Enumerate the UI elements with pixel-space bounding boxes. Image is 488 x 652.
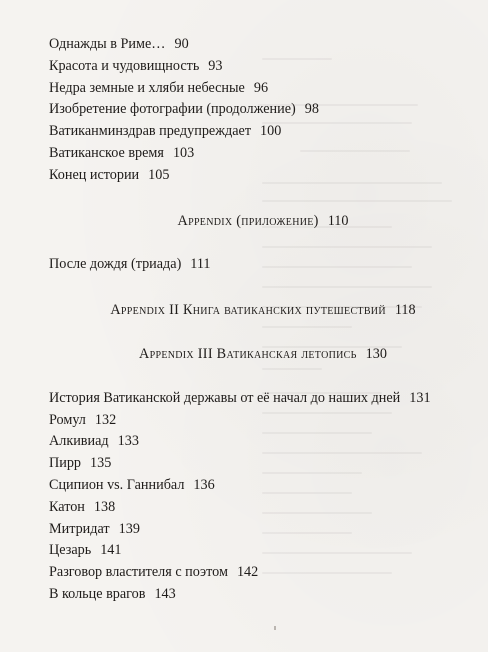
entry-page-number: 103 xyxy=(172,144,195,161)
toc-entry xyxy=(49,78,469,100)
entry-page-number: 135 xyxy=(90,455,112,472)
appendix-heading xyxy=(73,300,453,322)
toc-entry xyxy=(49,388,469,410)
entry-page-number: 143 xyxy=(154,585,176,602)
toc-entry xyxy=(49,99,469,121)
entry-title: После дождя (триада) xyxy=(49,256,182,273)
entry-page-number: 136 xyxy=(193,476,215,493)
spacer xyxy=(49,366,469,388)
entry-title: Митридат xyxy=(49,520,110,537)
entry-page-number: 141 xyxy=(100,542,122,559)
appendix-heading xyxy=(73,344,453,366)
entry-title: Катон xyxy=(49,498,85,515)
entry-page-number: 111 xyxy=(190,256,211,273)
entry-page-number: 142 xyxy=(236,564,259,581)
toc-entry xyxy=(49,56,469,78)
table-of-contents xyxy=(49,34,469,606)
entry-page-number: 138 xyxy=(93,498,116,515)
toc-entry xyxy=(49,562,469,584)
appendix-title: Appendix II Книга ватиканских путешествий xyxy=(110,302,386,319)
entry-title: Конец истории xyxy=(49,166,140,183)
toc-entry xyxy=(49,519,469,541)
entry-title: Пирр xyxy=(49,455,82,472)
entry-page-number: 90 xyxy=(174,36,189,52)
appendix-page-number: 110 xyxy=(327,212,349,229)
appendix-title: Appendix III Ватиканская летопись xyxy=(139,345,357,362)
entry-title: Красота и чудовищность xyxy=(49,57,200,74)
spacer xyxy=(49,322,469,344)
entry-title: Ромул xyxy=(49,411,86,428)
entry-page-number: 132 xyxy=(94,411,117,428)
entry-title: Однажды в Риме… xyxy=(49,36,166,52)
appendix-title: Appendix (приложение) xyxy=(177,212,319,229)
entry-title: История Ватиканской державы от её начал до наших дней xyxy=(49,389,401,406)
toc-entry xyxy=(49,431,469,453)
toc-entry xyxy=(49,410,469,432)
appendix-page-number: 118 xyxy=(394,302,416,319)
entry-page-number: 131 xyxy=(409,389,431,406)
spacer xyxy=(49,232,469,254)
entry-title: Ватиканское время xyxy=(49,144,164,161)
toc-entry xyxy=(49,143,469,165)
toc-entry xyxy=(49,475,469,497)
entry-title: Цезарь xyxy=(49,542,92,559)
entry-page-number: 93 xyxy=(208,57,223,74)
toc-entry xyxy=(49,165,469,187)
print-mark xyxy=(274,626,276,630)
toc-entry xyxy=(49,584,469,606)
entry-title: Алкивиад xyxy=(49,433,109,450)
spacer xyxy=(49,276,469,300)
entry-title: Ватиканминздрав предупреждает xyxy=(49,123,252,140)
entry-page-number: 98 xyxy=(304,101,319,118)
entry-page-number: 105 xyxy=(148,166,170,183)
toc-entry xyxy=(49,453,469,475)
toc-entry xyxy=(49,540,469,562)
appendix-heading xyxy=(73,211,453,233)
spacer xyxy=(49,187,469,211)
entry-page-number: 133 xyxy=(117,433,139,450)
toc-entry xyxy=(49,497,469,519)
entry-title: Сципион vs. Ганнибал xyxy=(49,476,185,493)
entry-title: Изобретение фотографии (продолжение) xyxy=(49,101,296,118)
toc-entry xyxy=(49,121,469,143)
entry-page-number: 96 xyxy=(253,79,269,96)
toc-entry xyxy=(49,34,469,56)
entry-title: Разговор властителя с поэтом xyxy=(49,564,228,581)
entry-page-number: 100 xyxy=(260,123,282,140)
entry-title: В кольце врагов xyxy=(49,585,146,602)
entry-page-number: 139 xyxy=(118,520,140,537)
entry-title: Недра земные и хляби небесные xyxy=(49,79,245,96)
toc-entry xyxy=(49,254,469,276)
appendix-page-number: 130 xyxy=(365,345,387,362)
